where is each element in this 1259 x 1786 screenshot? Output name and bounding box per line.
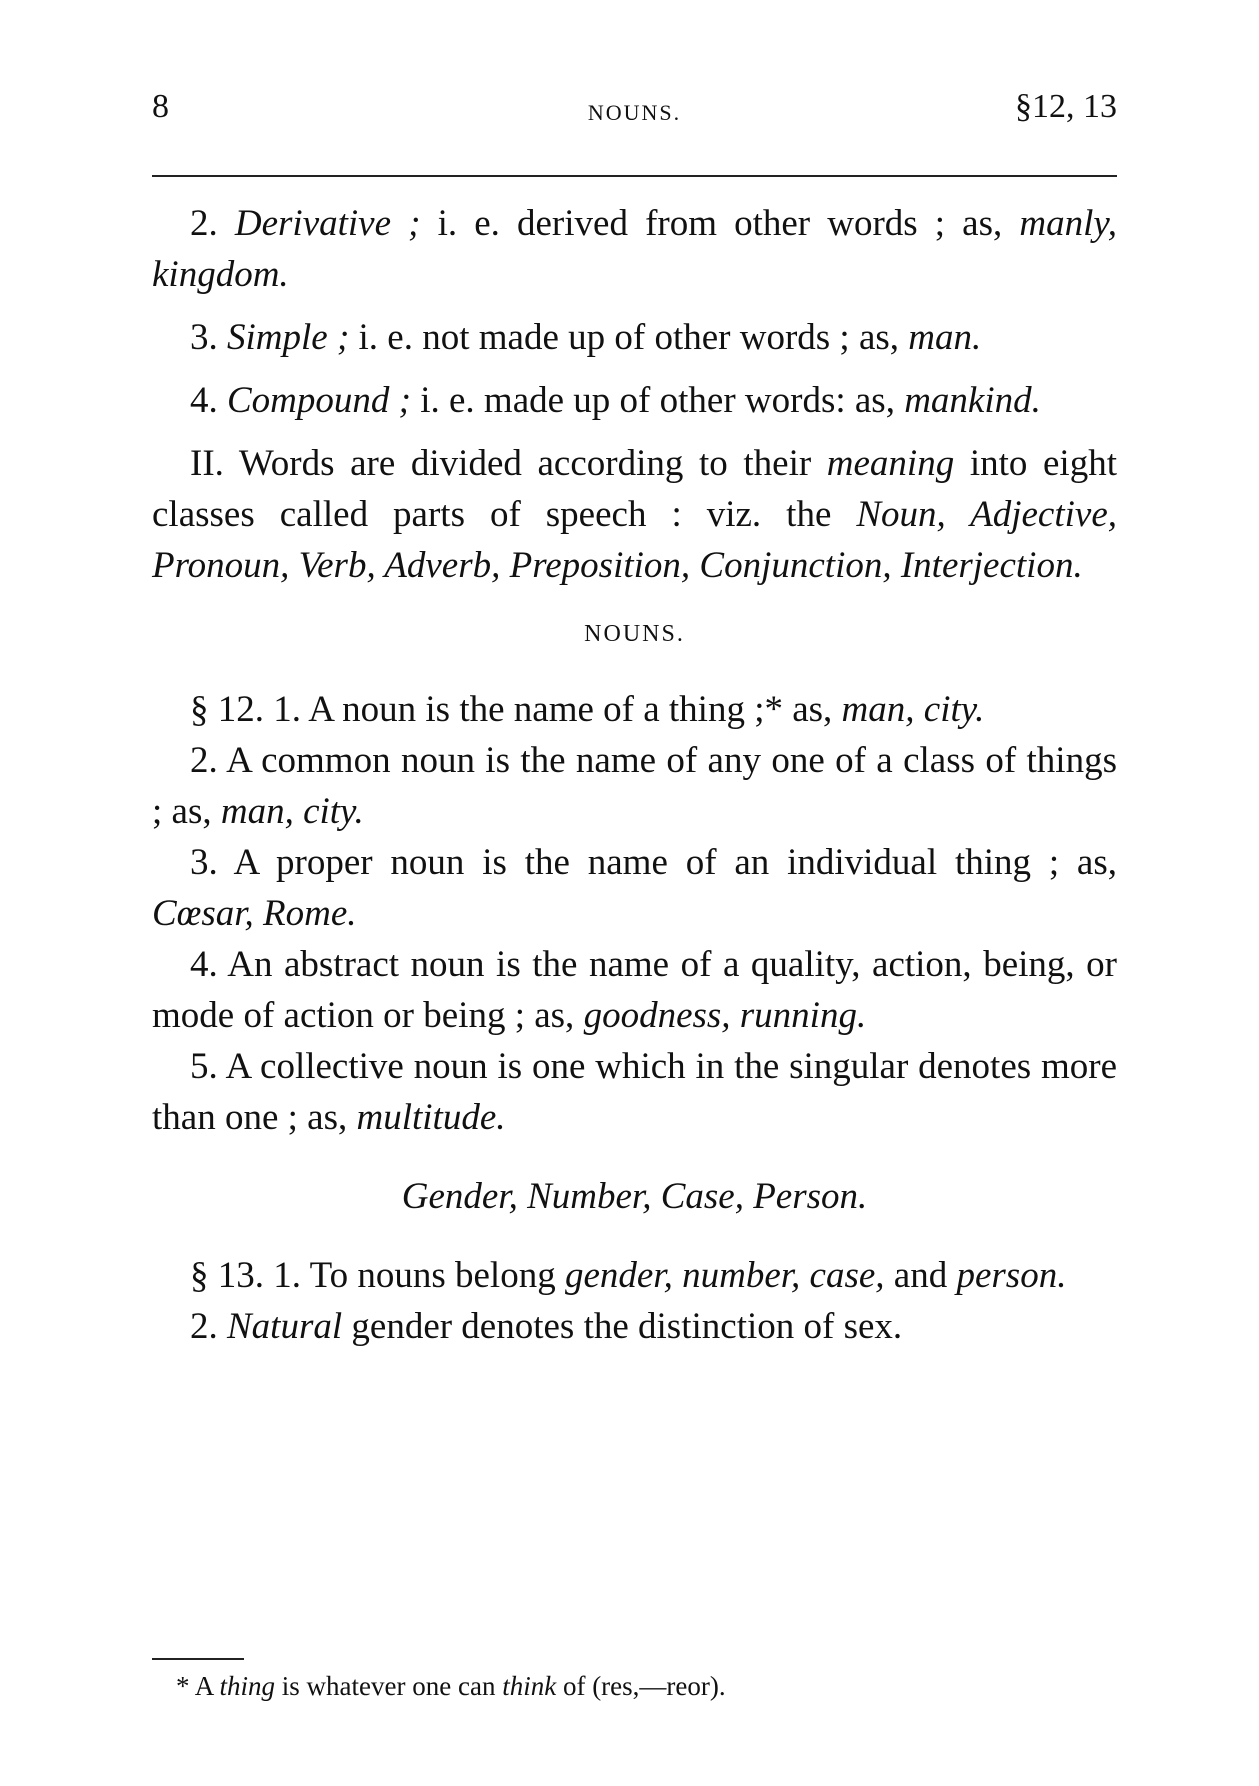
footnote: * A thing is whatever one can think of (res,—reor). bbox=[176, 1671, 726, 1701]
subheading-gender-number-case-person: Gender, Number, Case, Person. bbox=[401, 1176, 868, 1217]
paragraph-compound: 4. Compound ; i. e. made up of other words: as, mankind. bbox=[190, 380, 1041, 421]
running-title: NOUNS. bbox=[587, 100, 682, 125]
paragraph-12-1: § 12. 1. A noun is the name of a thing ;* as, man, city. bbox=[190, 689, 985, 730]
header-rule bbox=[152, 175, 1117, 177]
running-header bbox=[152, 88, 1117, 138]
paragraph-12-4: 4. An abstract noun is the name of a quality, action, being, or mode of action or being ; as, goodness, running. bbox=[152, 944, 1117, 1036]
paragraph-13-1: § 13. 1. To nouns belong gender, number, case, and person. bbox=[190, 1255, 1067, 1296]
section-heading-nouns: NOUNS. bbox=[584, 621, 685, 647]
paragraph-derivative: 2. Derivative ; i. e. derived from other words ; as, manly, kingdom. bbox=[152, 203, 1118, 295]
page-body bbox=[152, 198, 1117, 1352]
paragraph-simple: 3. Simple ; i. e. not made up of other words ; as, man. bbox=[190, 317, 982, 358]
paragraph-13-2: 2. Natural gender denotes the distinction of sex. bbox=[190, 1306, 903, 1347]
paragraph-12-3: 3. A proper noun is the name of an individual thing ; as, Cœsar, Rome. bbox=[152, 842, 1117, 934]
paragraph-12-2: 2. A common noun is the name of any one of a class of things ; as, man, city. bbox=[152, 740, 1117, 832]
section-range: §12, 13 bbox=[1015, 88, 1117, 125]
page-number: 8 bbox=[152, 88, 169, 125]
paragraph-12-5: 5. A collective noun is one which in the singular denotes more than one ; as, multitude. bbox=[152, 1046, 1117, 1138]
paragraph-parts-of-speech: II. Words are divided according to their meaning into eight classes called parts of speech : viz. the Noun, Adjective, Pronoun, Verb, Adverb, Preposition, Conjunction, Interjection. bbox=[152, 443, 1117, 586]
footnote-rule bbox=[152, 1658, 244, 1660]
